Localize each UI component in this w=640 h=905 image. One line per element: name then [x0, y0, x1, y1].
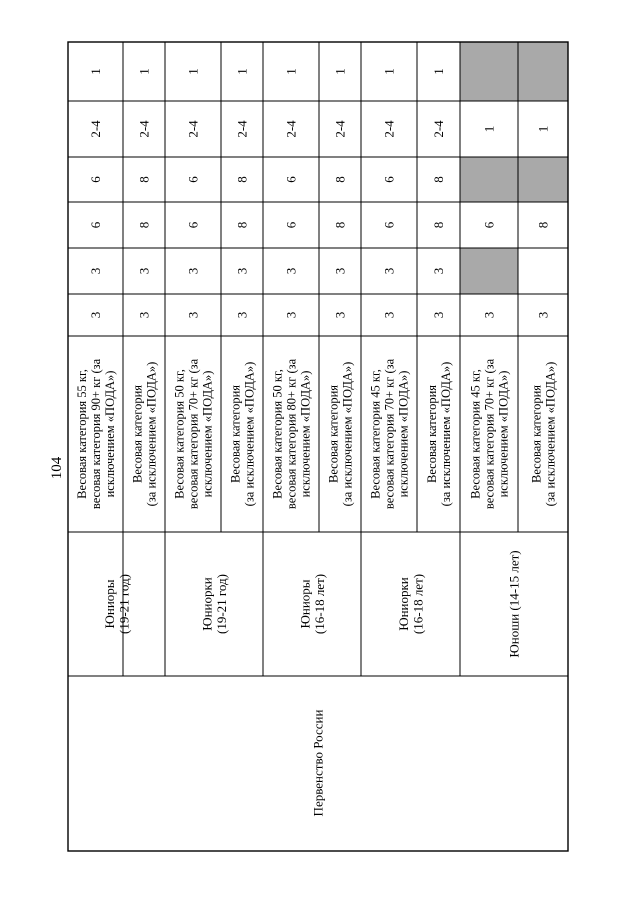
value-cell-line: 2-4: [185, 120, 201, 138]
weight-category-line: исключением «ПОДА»): [298, 370, 313, 498]
value-cell: [431, 176, 446, 183]
value-cell-line: 6: [481, 221, 497, 229]
weight-category-line: (за исключением «ПОДА»): [242, 361, 257, 507]
weight-category-line: (за исключением «ПОДА»): [438, 361, 453, 507]
value-cell: [235, 176, 250, 183]
weight-category-line: Весовая категория: [228, 384, 243, 484]
group-label: [507, 550, 522, 657]
value-cell: [284, 312, 299, 319]
weight-category: [270, 358, 312, 509]
weight-category: [228, 362, 256, 507]
value-cell: [536, 126, 551, 133]
value-cell: [88, 120, 103, 138]
value-cell-line: 1: [283, 68, 299, 75]
weight-category: [468, 358, 510, 509]
value-cell: [333, 222, 348, 229]
value-cell: [137, 120, 152, 138]
value-cell-line: 8: [234, 176, 250, 183]
weight-category-line: Весовая категория 45 кг,: [468, 369, 483, 499]
value-cell-line: 3: [136, 311, 152, 319]
rotated-table: [68, 42, 568, 851]
value-cell: [137, 68, 152, 75]
value-cell-line: 8: [332, 176, 348, 183]
weight-category: [75, 358, 117, 509]
group-label: [297, 574, 327, 634]
weight-category-line: Весовая категория: [529, 384, 544, 484]
value-cell: [186, 268, 201, 275]
value-cell-line: 1: [136, 68, 152, 75]
value-cell: [382, 221, 397, 228]
weight-category-line: Весовая категория 50 кг,: [172, 369, 187, 499]
value-cell-line: 3: [431, 267, 446, 275]
value-cell-line: 8: [234, 221, 250, 229]
shaded-cell: [518, 42, 568, 101]
value-cell: [186, 68, 201, 75]
weight-category: [172, 358, 214, 509]
value-cell-line: 6: [283, 221, 299, 229]
value-cell: [382, 268, 397, 275]
value-cell-line: 1: [481, 125, 497, 133]
value-cell-line: 6: [381, 176, 397, 183]
value-cell: [235, 312, 250, 319]
value-cell: [482, 221, 497, 228]
weight-category-line: весовая категория 80+ кг (за: [284, 358, 299, 510]
value-cell-line: 3: [481, 311, 497, 319]
weight-category-line: весовая категория 70+ кг (за: [186, 358, 201, 510]
value-cell-line: 1: [88, 68, 103, 75]
group-label-line: (16-18 лет): [311, 573, 327, 635]
value-cell: [137, 176, 152, 183]
weight-category-line: исключением «ПОДА»): [396, 370, 411, 498]
weight-category: [368, 358, 410, 509]
weight-category-line: весовая категория 70+ кг (за: [382, 358, 397, 510]
value-cell: [333, 68, 348, 75]
value-cell-line: 8: [136, 176, 152, 183]
value-cell-line: 3: [136, 267, 152, 275]
value-cell-line: 3: [332, 267, 348, 275]
value-cell: [88, 68, 103, 75]
value-cell-line: 2-4: [283, 120, 299, 138]
value-cell-line: 3: [535, 311, 551, 319]
weight-category-line: (за исключением «ПОДА»): [144, 361, 159, 507]
value-cell-line: 8: [431, 221, 446, 229]
value-cell: [88, 268, 103, 275]
value-cell: [186, 120, 201, 138]
value-cell-line: 3: [332, 311, 348, 319]
weight-category-line: весовая категория 90+ кг (за: [88, 358, 103, 510]
weight-category-line: Весовая категория 50 кг,: [270, 369, 285, 499]
value-cell: [382, 68, 397, 75]
value-cell: [333, 312, 348, 319]
group-label: [396, 574, 426, 634]
value-cell: [333, 176, 348, 183]
value-cell-line: 1: [535, 125, 551, 133]
value-cell: [536, 312, 551, 319]
group-label-line: (19-21 год): [213, 574, 229, 634]
value-cell: [186, 312, 201, 319]
weight-category: [529, 362, 557, 507]
competition-name-line: Первенство России: [310, 709, 326, 817]
value-cell-line: 3: [185, 267, 201, 275]
value-cell: [482, 312, 497, 319]
value-cell-line: 6: [381, 221, 397, 229]
group-label: [199, 574, 229, 634]
weight-category-line: исключением «ПОДА»): [200, 370, 215, 498]
value-cell-line: 6: [185, 176, 201, 183]
page-number: 104: [49, 456, 65, 480]
value-cell: [235, 68, 250, 75]
value-cell: [235, 268, 250, 275]
group-label-line: Юниорки: [395, 577, 411, 631]
value-cell-line: 2-4: [234, 120, 250, 138]
value-cell-line: 3: [185, 311, 201, 319]
value-cell: [431, 268, 446, 275]
weight-category-line: (за исключением «ПОДА»): [340, 361, 355, 507]
weight-category-line: Весовая категория 45 кг,: [368, 369, 383, 499]
value-cell: [382, 120, 397, 138]
value-cell-line: 2-4: [136, 120, 152, 138]
shaded-cell: [460, 248, 518, 294]
shaded-cell: [460, 157, 518, 202]
value-cell: [431, 68, 446, 75]
group-label-line: (19-21 год): [116, 574, 132, 634]
weight-category-line: (за исключением «ПОДА»): [543, 361, 558, 507]
weight-category-line: Весовая категория: [424, 384, 439, 484]
weight-category-line: исключением «ПОДА»): [496, 370, 511, 498]
value-cell-line: 2-4: [431, 120, 446, 138]
value-cell-line: 2-4: [88, 120, 103, 138]
value-cell-line: 1: [332, 68, 348, 75]
value-cell: [284, 268, 299, 275]
value-cell: [186, 176, 201, 183]
shaded-cell: [460, 42, 518, 101]
value-cell-line: 8: [431, 176, 446, 183]
value-cell-line: 6: [88, 221, 103, 229]
value-cell-line: 3: [234, 267, 250, 275]
value-cell: [431, 120, 446, 138]
weight-category: [130, 362, 158, 507]
value-cell-line: 1: [234, 68, 250, 75]
value-cell-line: 3: [88, 267, 103, 275]
group-label-line: Юниоры: [297, 579, 313, 629]
value-cell: [382, 176, 397, 183]
weight-category-line: Весовая категория 55 кг,: [74, 369, 89, 499]
value-cell: [235, 222, 250, 229]
value-cell: [284, 68, 299, 75]
shaded-cell: [518, 157, 568, 202]
group-label-line: Юноши (14-15 лет): [506, 550, 522, 658]
value-cell: [482, 126, 497, 133]
value-cell-line: 1: [185, 68, 201, 75]
group-label: [102, 574, 132, 634]
weight-category-line: Весовая категория: [326, 384, 341, 484]
value-cell-line: 3: [234, 311, 250, 319]
value-cell: [88, 221, 103, 228]
value-cell-line: 3: [381, 311, 397, 319]
value-cell: [382, 312, 397, 319]
group-label-line: Юниорки: [199, 577, 215, 631]
value-cell: [137, 222, 152, 229]
value-cell: [284, 221, 299, 228]
value-cell-line: 8: [136, 221, 152, 229]
value-cell-line: 6: [185, 221, 201, 229]
value-cell: [333, 120, 348, 138]
value-cell-line: 1: [381, 68, 397, 75]
value-cell: [88, 312, 103, 319]
value-cell: [333, 268, 348, 275]
value-cell-line: 8: [535, 221, 551, 229]
value-cell: [536, 222, 551, 229]
value-cell-line: 1: [431, 68, 446, 75]
value-cell: [137, 312, 152, 319]
competition-name: [311, 710, 326, 817]
weight-category: [326, 362, 354, 507]
weight-category-line: весовая категория 70+ кг (за: [482, 358, 497, 510]
value-cell-line: 6: [283, 176, 299, 183]
value-cell-line: 3: [381, 267, 397, 275]
value-cell: [137, 268, 152, 275]
value-cell-line: 3: [283, 311, 299, 319]
weight-category-line: Весовая категория: [130, 384, 145, 484]
weight-category: [425, 362, 453, 507]
value-cell: [186, 221, 201, 228]
value-cell: [431, 312, 446, 319]
value-cell-line: 2-4: [381, 120, 397, 138]
value-cell: [88, 176, 103, 183]
group-label-line: (16-18 лет): [410, 573, 426, 635]
value-cell-line: 3: [88, 311, 103, 319]
value-cell-line: 2-4: [332, 120, 348, 138]
value-cell: [431, 222, 446, 229]
value-cell: [284, 176, 299, 183]
value-cell-line: 3: [431, 311, 446, 319]
value-cell: [235, 120, 250, 138]
value-cell: [284, 120, 299, 138]
value-cell-line: 8: [332, 221, 348, 229]
group-label-line: Юниоры: [101, 579, 117, 629]
value-cell-line: 3: [283, 267, 299, 275]
value-cell-line: 6: [88, 176, 103, 183]
weight-category-line: исключением «ПОДА»): [102, 370, 117, 498]
